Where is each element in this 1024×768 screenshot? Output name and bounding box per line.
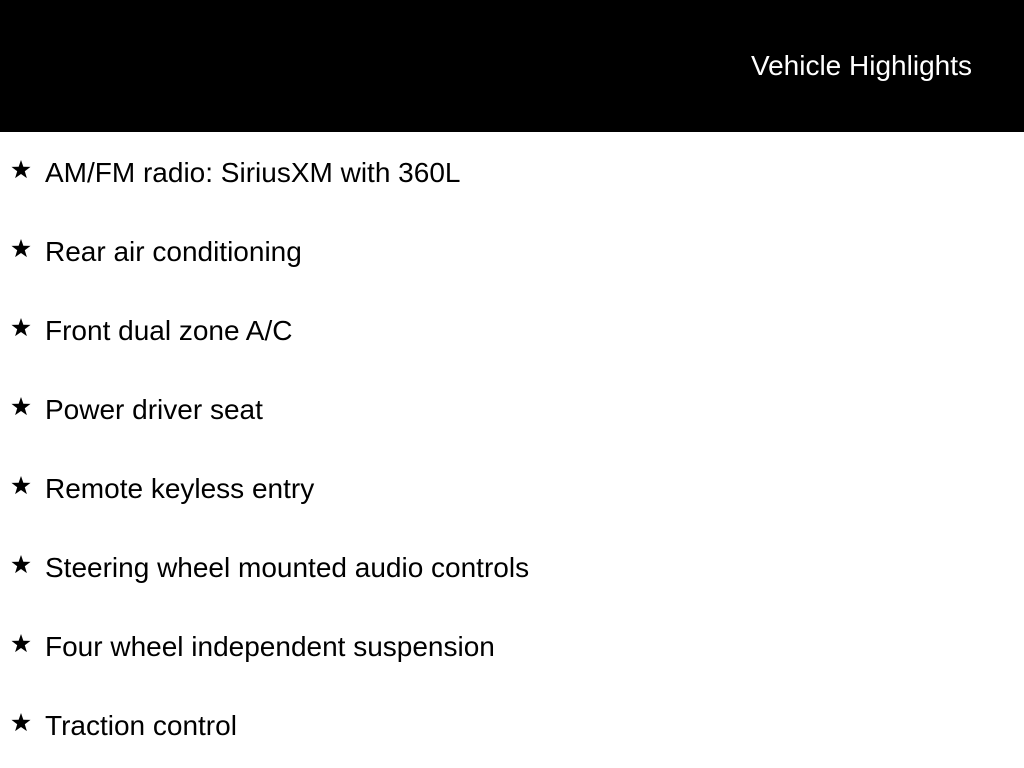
- list-item-highlight: [0, 705, 1024, 745]
- list-item-highlight: [0, 468, 1024, 508]
- list-item-highlight: [0, 152, 1024, 192]
- vehicle-highlights-header: [0, 0, 1024, 132]
- list-item-highlight: [0, 547, 1024, 587]
- star-icon: [11, 713, 31, 733]
- highlight-label: Traction control: [45, 710, 237, 741]
- highlight-label: Front dual zone A/C: [45, 315, 293, 346]
- highlight-label: Four wheel independent suspension: [45, 631, 495, 662]
- star-icon: [11, 397, 31, 417]
- highlight-label: Rear air conditioning: [45, 236, 302, 267]
- star-icon: [11, 318, 31, 338]
- star-icon: [11, 160, 31, 180]
- highlight-label: AM/FM radio: SiriusXM with 360L: [45, 157, 461, 188]
- highlight-label: Remote keyless entry: [45, 473, 315, 504]
- highlight-label: Power driver seat: [45, 394, 263, 425]
- page-title: Vehicle Highlights: [750, 50, 972, 81]
- list-item-highlight: [0, 389, 1024, 429]
- list-item-highlight: [0, 310, 1024, 350]
- highlight-label: Steering wheel mounted audio controls: [45, 552, 530, 583]
- star-icon: [11, 555, 31, 575]
- list-item-highlight: [0, 231, 1024, 271]
- star-icon: [11, 476, 31, 496]
- star-icon: [11, 634, 31, 654]
- list-item-highlight: [0, 626, 1024, 666]
- star-icon: [11, 239, 31, 259]
